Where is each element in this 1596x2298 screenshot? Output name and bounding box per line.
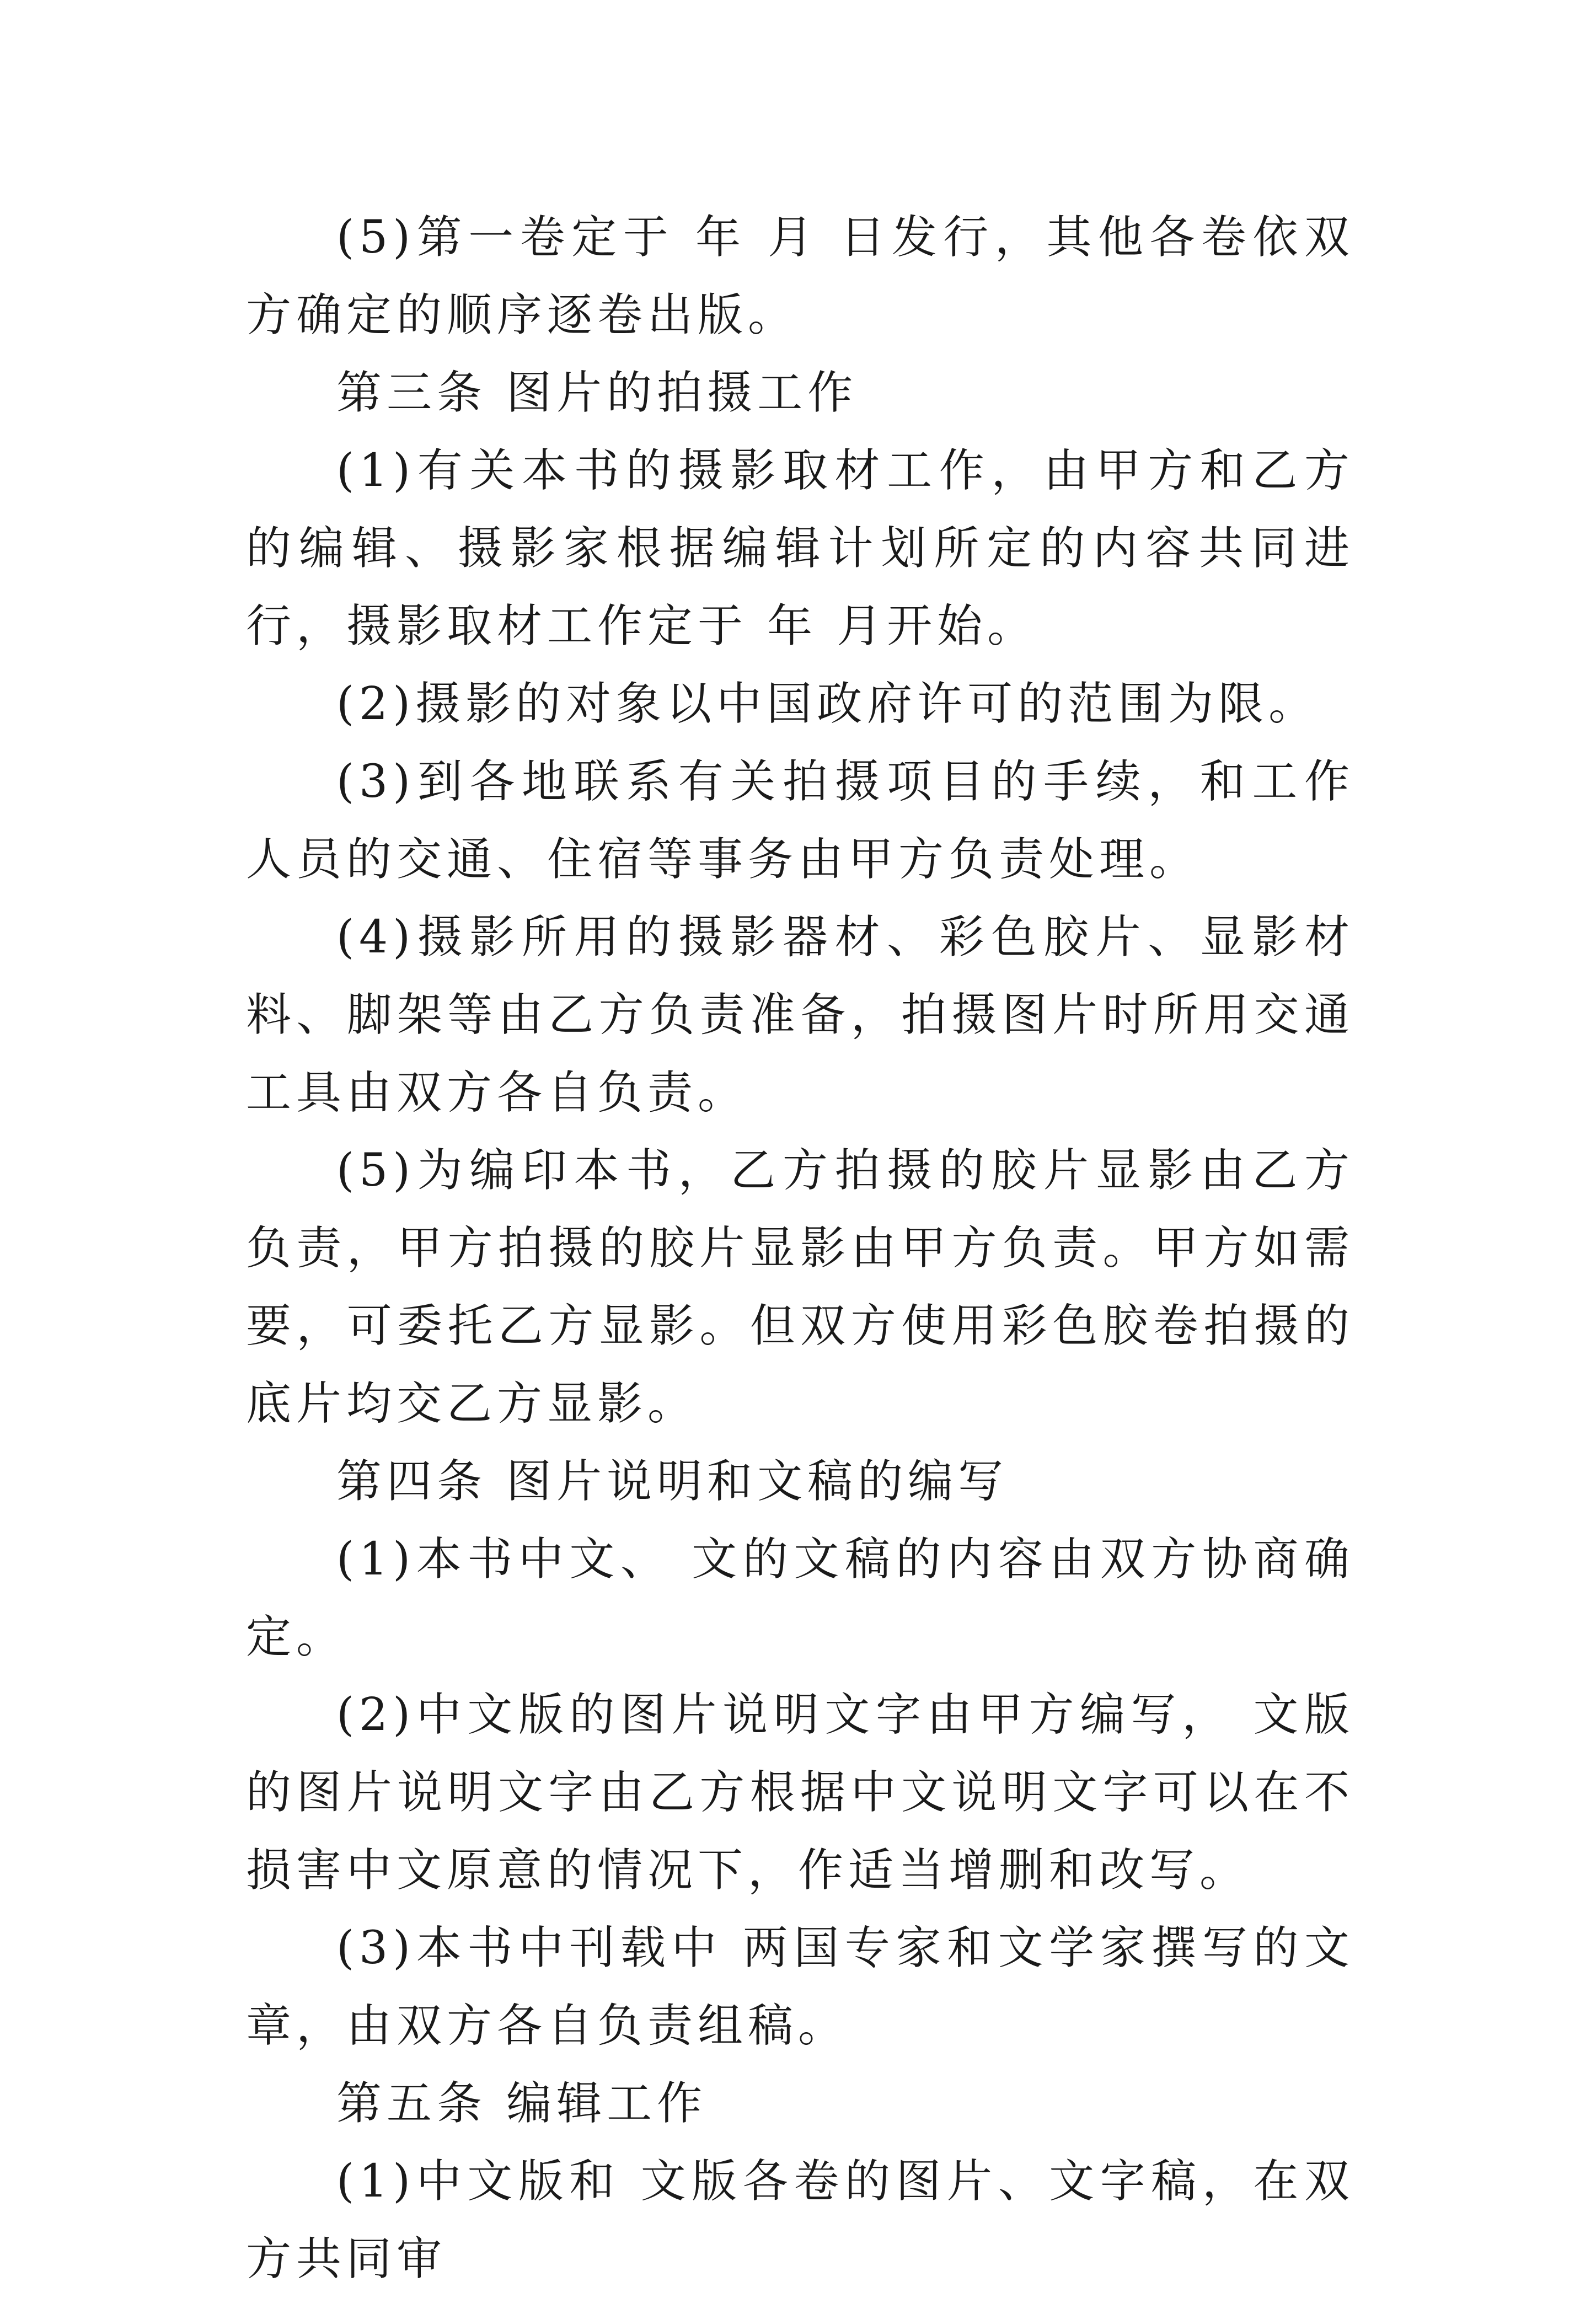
paragraph: (5)第一卷定于 年 月 日发行，其他各卷依双方确定的顺序逐卷出版。 [246, 211, 1354, 341]
document-body [246, 199, 1354, 2298]
paragraph: (1)本书中文、 文的文稿的内容由双方协商确定。 [246, 1533, 1354, 1663]
paragraph: (3)本书中刊载中 两国专家和文学家撰写的文章，由双方各自负责组稿。 [246, 1922, 1354, 2052]
paragraph: (5)为编印本书，乙方拍摄的胶片显影由乙方负责，甲方拍摄的胶片显影由甲方负责。甲方如需要，可委托乙方显影。但双方使用彩色胶卷拍摄的底片均交乙方显影。 [246, 1144, 1354, 1430]
paragraph: (3)到各地联系有关拍摄项目的手续，和工作人员的交通、住宿等事务由甲方负责处理。 [246, 756, 1354, 886]
paragraph: (2)摄影的对象以中国政府许可的范围为限。 [336, 678, 1319, 730]
section-heading: 第四条 图片说明和文稿的编写 [336, 1455, 1009, 1508]
paragraph: (1)中文版和 文版各卷的图片、文字稿，在双方共同审 [246, 2155, 1354, 2285]
section-heading: 第五条 编辑工作 [336, 2077, 708, 2130]
paragraph: (1)有关本书的摄影取材工作，由甲方和乙方的编辑、摄影家根据编辑计划所定的内容共同进行，摄影取材工作定于 年 月开始。 [246, 444, 1354, 652]
section-heading: 第三条 图片的拍摄工作 [336, 367, 858, 419]
paragraph: (2)中文版的图片说明文字由甲方编写， 文版的图片说明文字由乙方根据中文说明文字可以在不损害中文原意的情况下，作适当增删和改写。 [246, 1689, 1354, 1897]
paragraph: (4)摄影所用的摄影器材、彩色胶片、显影材料、脚架等由乙方负责准备，拍摄图片时所用交通工具由双方各自负责。 [246, 911, 1354, 1119]
